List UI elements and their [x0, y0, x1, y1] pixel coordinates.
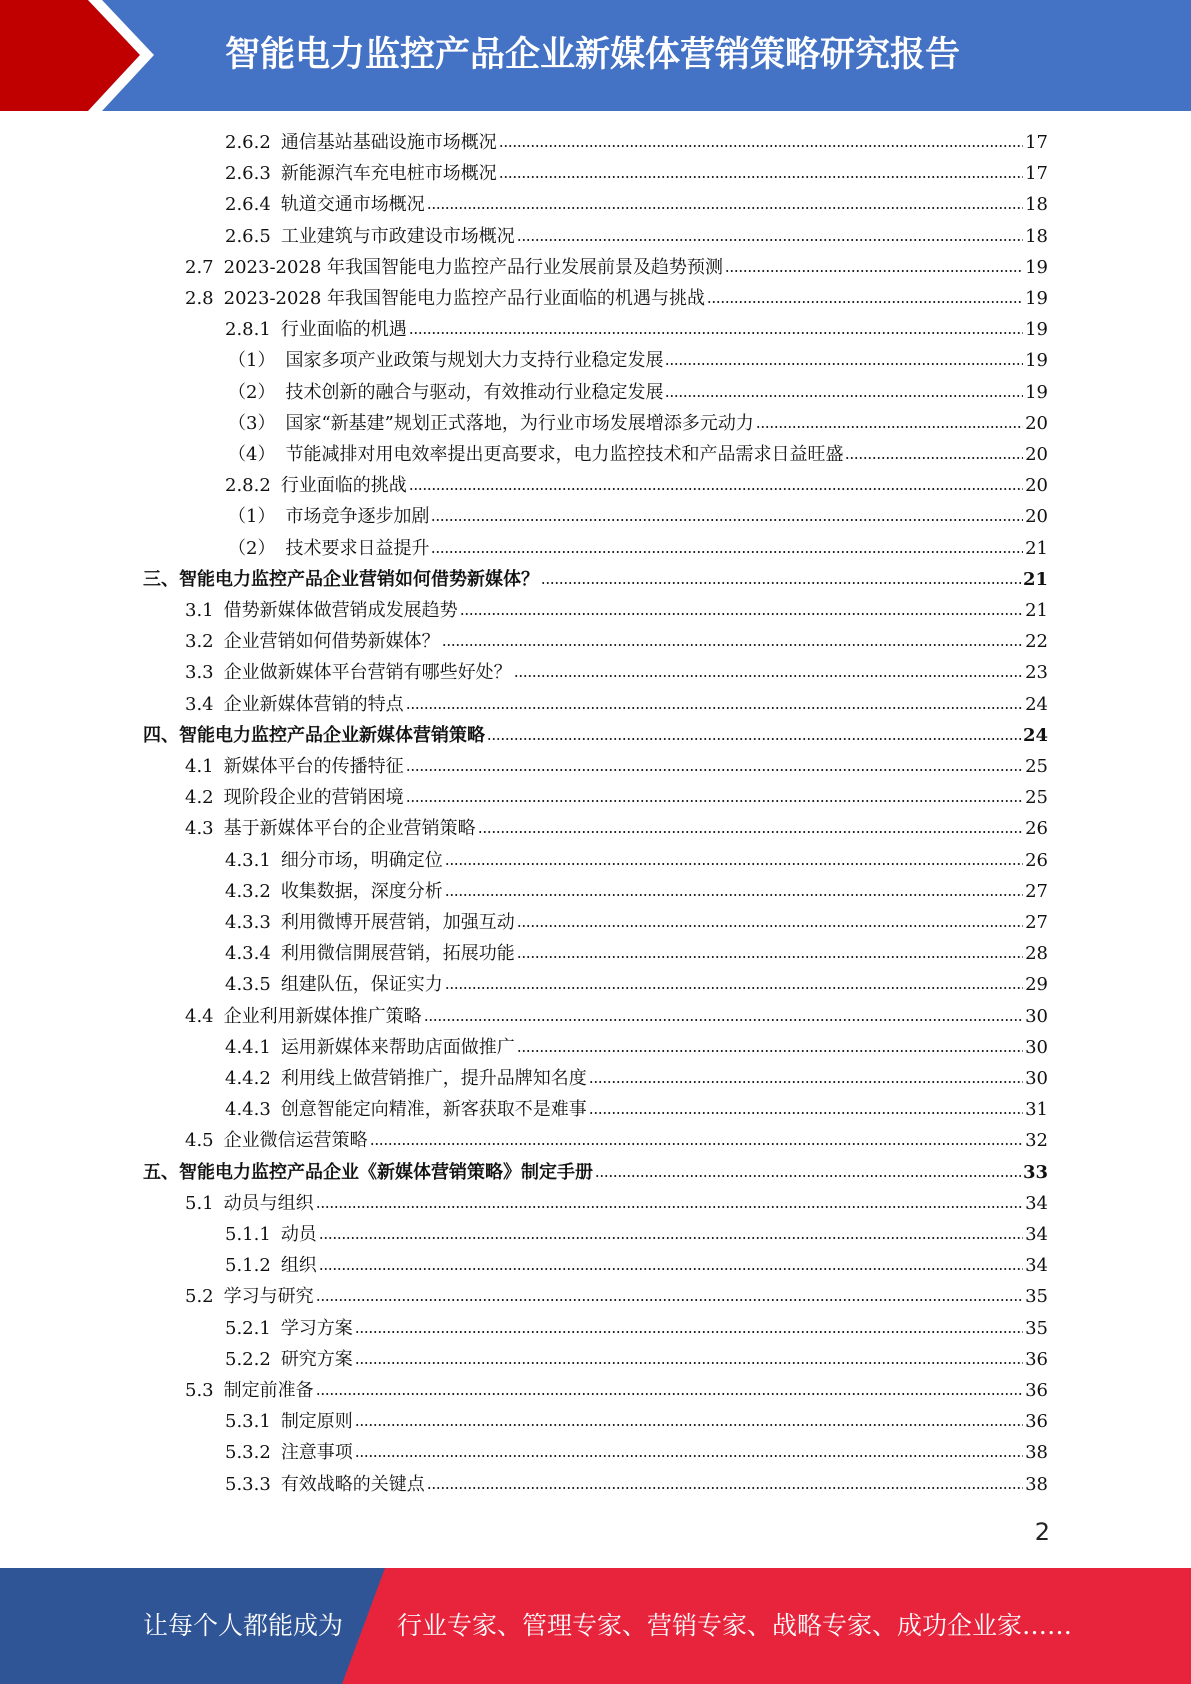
toc-entry-title: 企业营销如何借势新媒体？ — [223, 631, 440, 653]
toc-entry[interactable] — [225, 1469, 1048, 1500]
toc-entry[interactable] — [185, 657, 1048, 688]
toc-entry-title: 轨道交通市场概况 — [280, 194, 425, 216]
toc-dot-leader — [406, 766, 1023, 774]
toc-entry-number: 2.8 — [185, 288, 214, 309]
toc-entry[interactable] — [185, 1001, 1048, 1032]
toc-entry-number: 5.1 — [185, 1192, 214, 1214]
toc-entry-page: 19 — [1025, 381, 1048, 403]
toc-entry-title: 细分市场，明确定位 — [280, 849, 443, 871]
toc-entry[interactable] — [228, 345, 1048, 376]
toc-dot-leader — [460, 610, 1023, 618]
toc-entry[interactable] — [225, 158, 1048, 189]
toc-entry-number: 2.6.2 — [225, 132, 271, 153]
toc-dot-leader — [319, 1265, 1023, 1273]
toc-entry-page: 29 — [1025, 974, 1048, 996]
toc-dot-leader — [595, 1172, 1021, 1180]
toc-entry-number: 2.8.1 — [225, 319, 271, 341]
toc-entry-page: 31 — [1025, 1099, 1048, 1121]
toc-entry-title: 企业微信运营策略 — [223, 1130, 368, 1152]
toc-dot-leader — [665, 392, 1023, 400]
toc-entry-page: 30 — [1025, 1068, 1048, 1089]
toc-entry-page: 19 — [1025, 288, 1048, 309]
toc-entry-title: 组织 — [280, 1255, 317, 1277]
toc-entry-title: 工业建筑与市政建设市场概况 — [280, 225, 515, 247]
toc-entry[interactable] — [185, 626, 1048, 657]
toc-entry-title: 利用微信開展营销，拓展功能 — [280, 943, 515, 965]
toc-entry-page: 24 — [1025, 693, 1048, 715]
toc-entry-title: 技术要求日益提升 — [285, 537, 430, 559]
toc-entry[interactable] — [228, 533, 1048, 564]
toc-dot-leader — [442, 641, 1023, 649]
toc-entry-page: 17 — [1025, 163, 1048, 185]
toc-entry[interactable] — [225, 876, 1048, 907]
toc-entry-page: 19 — [1025, 350, 1048, 372]
toc-entry-number: 4.1 — [185, 756, 214, 777]
toc-entry-page: 21 — [1022, 568, 1048, 590]
toc-entry-title: 国家“新基建”规划正式落地，为行业市场发展增添多元动力 — [285, 412, 754, 434]
toc-entry-title: 动员与组织 — [223, 1192, 314, 1214]
toc-entry-title: 国家多项产业政策与规划大力支持行业稳定发展 — [285, 350, 664, 372]
toc-dot-leader — [499, 142, 1023, 150]
toc-entry-number: 2.6.5 — [225, 225, 271, 247]
toc-entry-title: 通信基站基础设施市场概况 — [280, 132, 497, 153]
footer-slogan-left: 让每个人都能成为 — [143, 1611, 344, 1640]
toc-entry-page: 18 — [1025, 225, 1048, 247]
toc-entry-page: 22 — [1025, 631, 1048, 653]
toc-dot-leader — [370, 1140, 1023, 1148]
toc-entry-title: 行业面临的挑战 — [280, 475, 407, 497]
toc-entry[interactable] — [225, 127, 1048, 158]
toc-dot-leader — [517, 922, 1023, 930]
toc-entry[interactable] — [225, 1437, 1048, 1468]
toc-entry[interactable] — [228, 408, 1048, 439]
toc-entry-page: 25 — [1025, 787, 1048, 809]
toc-entry-page: 25 — [1025, 756, 1048, 777]
toc-dot-leader — [665, 360, 1023, 368]
toc-dot-leader — [406, 704, 1023, 712]
toc-entry-title: 有效战略的关键点 — [280, 1473, 425, 1495]
toc-dot-leader — [319, 1234, 1023, 1242]
toc-entry-number: 5.3.3 — [225, 1473, 271, 1495]
toc-entry-page: 33 — [1022, 1161, 1048, 1183]
toc-entry-page: 27 — [1025, 880, 1048, 902]
toc-entry[interactable] — [185, 252, 1048, 283]
toc-dot-leader — [316, 1296, 1023, 1304]
toc-dot-leader — [445, 984, 1023, 992]
toc-dot-leader — [355, 1328, 1023, 1336]
toc-entry-number: 三、 — [143, 568, 179, 590]
toc-entry[interactable] — [225, 189, 1048, 220]
toc-entry-number: 4.4.3 — [225, 1099, 271, 1121]
toc-entry-page: 36 — [1025, 1411, 1048, 1433]
toc-dot-leader — [756, 423, 1023, 431]
header-arrow-decoration — [0, 0, 160, 111]
toc-entry[interactable] — [225, 938, 1048, 969]
toc-dot-leader — [355, 1421, 1023, 1429]
toc-entry-page: 38 — [1025, 1473, 1048, 1495]
toc-entry-page: 38 — [1025, 1442, 1048, 1464]
toc-dot-leader — [427, 1484, 1023, 1492]
toc-dot-leader — [707, 298, 1023, 306]
toc-entry-number: 5.3.2 — [225, 1442, 271, 1464]
toc-dot-leader — [445, 860, 1023, 868]
toc-dot-leader — [589, 1078, 1023, 1086]
toc-dot-leader — [499, 173, 1023, 181]
toc-dot-leader — [316, 1390, 1023, 1398]
toc-entry-page: 19 — [1025, 319, 1048, 341]
toc-entry-title: 现阶段企业的营销困境 — [223, 787, 404, 809]
toc-entry-number: 5.3.1 — [225, 1411, 271, 1433]
toc-entry-page: 20 — [1025, 506, 1048, 528]
toc-entry-number: 4.2 — [185, 787, 214, 809]
toc-entry[interactable] — [225, 969, 1048, 1000]
toc-entry[interactable] — [228, 377, 1048, 408]
toc-entry-title: 市场竞争逐步加剧 — [285, 506, 430, 528]
toc-entry-number: 5.1.2 — [225, 1255, 271, 1277]
toc-dot-leader — [514, 672, 1023, 680]
toc-entry-title: 创意智能定向精准，新客获取不是难事 — [280, 1099, 587, 1121]
toc-entry-number: 4.4 — [185, 1005, 214, 1027]
toc-entry-page: 26 — [1025, 849, 1048, 871]
toc-entry[interactable] — [225, 1250, 1048, 1281]
toc-entry-number: 4.4.2 — [225, 1068, 271, 1089]
toc-entry-number: 5.2 — [185, 1286, 214, 1308]
toc-entry[interactable] — [225, 1063, 1048, 1094]
toc-entry-page: 35 — [1025, 1317, 1048, 1339]
toc-entry-number: 3.3 — [185, 662, 214, 684]
toc-dot-leader — [355, 1359, 1023, 1367]
toc-entry-title: 新能源汽车充电桩市场概况 — [280, 163, 497, 185]
toc-entry-title: 企业新媒体营销的特点 — [223, 693, 404, 715]
toc-entry[interactable] — [228, 501, 1048, 532]
toc-entry-title: 基于新媒体平台的企业营销策略 — [223, 818, 476, 840]
toc-entry-number: 3.2 — [185, 631, 214, 653]
toc-entry-title: 智能电力监控产品企业《新媒体营销策略》制定手册 — [179, 1161, 593, 1183]
toc-entry-page: 20 — [1025, 444, 1048, 465]
toc-entry[interactable] — [225, 1313, 1048, 1344]
toc-entry-title: 技术创新的融合与驱动，有效推动行业稳定发展 — [285, 381, 664, 403]
toc-dot-leader — [406, 797, 1023, 805]
toc-dot-leader — [487, 735, 1021, 743]
toc-dot-leader — [431, 548, 1023, 556]
toc-entry[interactable] — [185, 813, 1048, 844]
toc-entry[interactable] — [185, 751, 1048, 782]
toc-dot-leader — [445, 891, 1023, 899]
toc-entry-number: 5.3 — [185, 1380, 214, 1401]
toc-entry-number: 4.3.2 — [225, 880, 271, 902]
toc-entry-title: 企业利用新媒体推广策略 — [223, 1005, 422, 1027]
toc-entry-page: 30 — [1025, 1036, 1048, 1058]
toc-entry-number: 2.6.4 — [225, 194, 271, 216]
toc-entry-number: 五、 — [143, 1161, 179, 1183]
toc-entry[interactable] — [225, 1406, 1048, 1437]
page-number: 2 — [1034, 1518, 1050, 1546]
toc-entry-number: 四、 — [143, 724, 179, 746]
toc-entry-page: 36 — [1025, 1348, 1048, 1370]
toc-entry-title: 智能电力监控产品企业营销如何借势新媒体？ — [179, 568, 539, 590]
toc-entry-number: 4.3.3 — [225, 912, 271, 933]
toc-entry-title: 利用微博开展营销，加强互动 — [280, 912, 515, 933]
toc-entry-number: （2） — [228, 381, 276, 403]
toc-entry[interactable] — [225, 221, 1048, 252]
toc-entry-number: 4.3.1 — [225, 849, 271, 871]
toc-entry[interactable] — [185, 689, 1048, 720]
toc-entry-number: （2） — [228, 537, 276, 559]
toc-entry-title: 学习方案 — [280, 1317, 353, 1339]
toc-entry-page: 30 — [1025, 1005, 1048, 1027]
toc-entry-page: 24 — [1022, 724, 1048, 746]
toc-entry-page: 34 — [1025, 1255, 1048, 1277]
toc-dot-leader — [409, 485, 1023, 493]
toc-entry[interactable] — [185, 782, 1048, 813]
toc-dot-leader — [517, 236, 1023, 244]
toc-entry-page: 20 — [1025, 475, 1048, 497]
toc-entry-number: 5.2.2 — [225, 1348, 271, 1370]
toc-entry-number: 5.2.1 — [225, 1317, 271, 1339]
toc-entry[interactable] — [185, 595, 1048, 626]
toc-entry-number: 2.8.2 — [225, 475, 271, 497]
toc-entry-page: 23 — [1025, 662, 1048, 684]
toc-entry[interactable] — [225, 845, 1048, 876]
toc-entry-title: 收集数据，深度分析 — [280, 880, 443, 902]
toc-entry[interactable] — [228, 439, 1048, 470]
toc-entry-page: 34 — [1025, 1192, 1048, 1214]
toc-dot-leader — [431, 516, 1023, 524]
toc-entry-page: 32 — [1025, 1130, 1048, 1152]
toc-entry-page: 36 — [1025, 1380, 1048, 1401]
toc-entry[interactable] — [185, 1188, 1048, 1219]
toc-entry-number: （4） — [228, 444, 276, 465]
toc-entry-page: 18 — [1025, 194, 1048, 216]
toc-entry-title: 2023-2028 年我国智能电力监控产品行业发展前景及趋势预测 — [223, 256, 724, 278]
toc-entry-number: 3.4 — [185, 693, 214, 715]
toc-dot-leader — [541, 579, 1021, 587]
report-title: 智能电力监控产品企业新媒体营销策略研究报告 — [225, 35, 961, 75]
toc-entry[interactable] — [185, 1125, 1048, 1156]
page-footer — [0, 1568, 1191, 1684]
toc-dot-leader — [725, 267, 1023, 275]
toc-entry-title: 节能减排对用电效率提出更高要求，电力监控技术和产品需求日益旺盛 — [285, 444, 844, 465]
toc-entry-number: 2.6.3 — [225, 163, 271, 185]
toc-entry-number: 4.3 — [185, 818, 214, 840]
toc-dot-leader — [478, 828, 1023, 836]
toc-entry-title: 组建队伍，保证实力 — [280, 974, 443, 996]
toc-entry-title: 研究方案 — [280, 1348, 353, 1370]
toc-entry-title: 动员 — [280, 1224, 317, 1245]
toc-entry-title: 2023-2028 年我国智能电力监控产品行业面临的机遇与挑战 — [223, 288, 706, 309]
toc-entry-page: 26 — [1025, 818, 1048, 840]
toc-entry[interactable] — [185, 1281, 1048, 1312]
toc-entry[interactable] — [225, 1219, 1048, 1250]
toc-entry-title: 行业面临的机遇 — [280, 319, 407, 341]
toc-dot-leader — [517, 1047, 1023, 1055]
toc-entry-number: 5.1.1 — [225, 1224, 271, 1245]
toc-entry-title: 注意事项 — [280, 1442, 353, 1464]
page-header — [0, 0, 1191, 111]
toc-entry-title: 企业做新媒体平台营销有哪些好处？ — [223, 662, 512, 684]
toc-entry[interactable] — [143, 1157, 1048, 1188]
footer-slogan-right: 行业专家、管理专家、营销专家、战略专家、成功企业家…… — [397, 1611, 1073, 1640]
toc-entry-page: 17 — [1025, 132, 1048, 153]
toc-entry[interactable] — [143, 564, 1048, 595]
toc-entry[interactable] — [225, 1032, 1048, 1063]
toc-entry-page: 21 — [1025, 537, 1048, 559]
toc-entry-number: 4.4.1 — [225, 1036, 271, 1058]
toc-entry-number: （1） — [228, 506, 276, 528]
toc-entry-number: （1） — [228, 350, 276, 372]
toc-entry[interactable] — [225, 1344, 1048, 1375]
toc-dot-leader — [845, 454, 1023, 462]
toc-entry-title: 制定原则 — [280, 1411, 353, 1433]
toc-entry-title: 借势新媒体做营销成发展趋势 — [223, 600, 458, 621]
toc-entry-title: 智能电力监控产品企业新媒体营销策略 — [179, 724, 485, 746]
toc-dot-leader — [427, 204, 1023, 212]
toc-entry-title: 学习与研究 — [223, 1286, 314, 1308]
toc-entry-number: 4.3.4 — [225, 943, 271, 965]
toc-entry-number: （3） — [228, 412, 276, 434]
toc-entry-page: 27 — [1025, 912, 1048, 933]
toc-entry-number: 3.1 — [185, 600, 214, 621]
toc-entry-number: 4.3.5 — [225, 974, 271, 996]
toc-entry-title: 制定前准备 — [223, 1380, 314, 1401]
toc-dot-leader — [355, 1452, 1023, 1460]
toc-entry[interactable] — [225, 907, 1048, 938]
toc-entry[interactable] — [143, 720, 1048, 751]
toc-entry[interactable] — [225, 314, 1048, 345]
toc-entry-number: 4.5 — [185, 1130, 214, 1152]
toc-entry-page: 19 — [1025, 256, 1048, 278]
toc-dot-leader — [589, 1109, 1023, 1117]
toc-dot-leader — [316, 1203, 1023, 1211]
toc-entry-number: 2.7 — [185, 256, 214, 278]
toc-entry[interactable] — [185, 283, 1048, 314]
toc-entry[interactable] — [225, 470, 1048, 501]
toc-entry-title: 新媒体平台的传播特征 — [223, 756, 404, 777]
toc-entry-page: 28 — [1025, 943, 1048, 965]
toc-entry-page: 34 — [1025, 1224, 1048, 1245]
toc-dot-leader — [517, 953, 1023, 961]
toc-entry-page: 35 — [1025, 1286, 1048, 1308]
toc-entry-title: 运用新媒体来帮助店面做推广 — [280, 1036, 515, 1058]
toc-entry[interactable] — [225, 1094, 1048, 1125]
toc-dot-leader — [409, 329, 1023, 337]
toc-entry-page: 20 — [1025, 412, 1048, 434]
toc-entry[interactable] — [185, 1375, 1048, 1406]
toc-entry-page: 21 — [1025, 600, 1048, 621]
toc-entry-title: 利用线上做营销推广，提升品牌知名度 — [280, 1068, 587, 1089]
toc-dot-leader — [424, 1016, 1023, 1024]
